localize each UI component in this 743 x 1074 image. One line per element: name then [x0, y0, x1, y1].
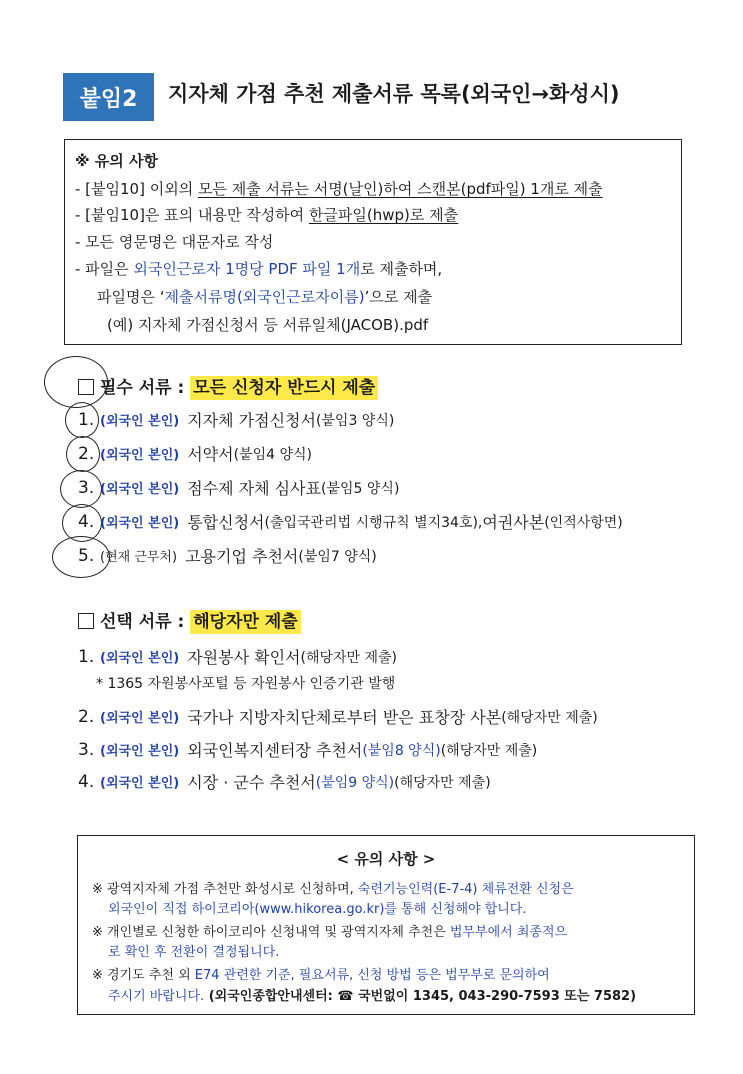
- item-number: 4.: [78, 771, 95, 792]
- required-item-4: [78, 510, 623, 533]
- bottom-line-2a: ※ 개인별로 신청한 하이코리아 신청내역 및 광역지자체 추천은: [92, 925, 450, 940]
- required-highlight: 모든 신청자 반드시 제출: [190, 376, 378, 400]
- notice-line-3: - 모든 영문명은 대문자로 작성: [75, 233, 274, 251]
- notice-line-1: [75, 178, 603, 199]
- item-note-blue: (붙임9 양식): [315, 774, 395, 791]
- item-text: 국가나 지방자치단체로부터 받은 표창장 사본: [187, 708, 502, 727]
- notice-line-2-prefix: - [붙임10]은 표의 내용만 작성하여: [75, 206, 309, 224]
- optional-heading: [78, 607, 301, 632]
- notice-line-6: (예) 지자체 가점신청서 등 서류일체(JACOB).pdf: [107, 316, 429, 334]
- bottom-line-1c: 외국인이 직접 하이코리아(www.hikorea.go.kr)를 통해 신청해야 합니다.: [108, 902, 527, 917]
- required-heading: [78, 373, 378, 398]
- bottom-line-3-cont: [108, 985, 636, 1004]
- bottom-line-1: [92, 878, 574, 897]
- bottom-line-3b: E74 관련한 기준, 필요서류, 신청 방법 등은 법무부로 문의하여: [194, 968, 550, 983]
- item-note-2: (인적사항면): [544, 514, 623, 531]
- bottom-line-2c: 로 확인 후 전환이 결정됩니다.: [108, 945, 280, 960]
- item-text: 서약서: [187, 445, 234, 464]
- optional-item-3: [78, 738, 537, 761]
- notice-heading: ※ 유의 사항: [75, 152, 158, 170]
- required-item-3: [78, 476, 399, 499]
- item-note: (붙임3 양식): [315, 412, 395, 429]
- notice-line-2-emphasis: 한글파일(hwp)로 제출: [308, 206, 459, 224]
- notice-line-1-emphasis: 모든 제출 서류는 서명(날인)하여 스캔본(pdf파일) 1개로 제출: [197, 180, 603, 198]
- item-tag: (외국인 본인): [100, 776, 180, 791]
- item-number: 3.: [78, 477, 95, 498]
- bottom-line-1b: 숙련기능인력(E-7-4) 체류전환 신청은: [357, 882, 574, 897]
- item-note: (출입국관리법 시행규칙 별지34호),: [264, 514, 483, 531]
- item-text: 고용기업 추천서: [185, 547, 299, 566]
- item-tag: (외국인 본인): [100, 651, 180, 666]
- item-text: 점수제 자체 심사표: [187, 479, 322, 498]
- item-number: 2.: [78, 443, 95, 464]
- item-note: (붙임5 양식): [321, 480, 400, 497]
- notice-line-5: [97, 286, 432, 307]
- optional-item-1: [78, 645, 397, 668]
- page-title: 지자체 가점 추천 제출서류 목록(외국인→화성시): [168, 82, 620, 106]
- notice-line-5-blue: 제출서류명(외국인근로자이름): [164, 288, 365, 306]
- item-number: 3.: [78, 739, 95, 760]
- item-text: 시장 · 군수 추천서: [187, 773, 316, 792]
- item-note: (붙임4 양식): [233, 446, 312, 463]
- bottom-line-1a: ※ 광역지자체 가점 추천만 화성시로 신청하며,: [92, 882, 358, 897]
- optional-item-2: [78, 705, 598, 728]
- notice-line-2: [75, 204, 458, 225]
- bottom-line-3c: 주시기 바랍니다.: [108, 989, 205, 1004]
- item-text: 통합신청서: [187, 513, 265, 532]
- bottom-notice-title: < 유의 사항 >: [336, 850, 436, 868]
- optional-label: 선택 서류 :: [100, 612, 191, 632]
- item-tag: (외국인 본인): [100, 448, 180, 463]
- item-text: 자원봉사 확인서: [187, 648, 301, 667]
- item-text: 지자체 가점신청서: [187, 411, 316, 430]
- item-note-blue: (붙임8 양식): [362, 742, 441, 759]
- item-number: 2.: [78, 706, 95, 727]
- bottom-notice-box: [77, 835, 695, 1015]
- item-tag: (외국인 본인): [100, 482, 180, 497]
- item-tag: (외국인 본인): [100, 711, 180, 726]
- item-tag: (현재 근무처): [100, 550, 178, 565]
- required-item-1: [78, 408, 394, 431]
- item-note: (해당자만 제출): [440, 742, 538, 759]
- notice-line-5-suffix: ’으로 제출: [364, 288, 433, 306]
- optional-item-4: [78, 770, 491, 793]
- optional-sub-note: * 1365 자원봉사포털 등 자원봉사 인증기관 발행: [96, 676, 396, 692]
- item-number: 1.: [78, 646, 95, 667]
- item-note: (해당자만 제출): [394, 774, 491, 791]
- item-number: 1.: [78, 409, 95, 430]
- item-tag: (외국인 본인): [100, 516, 180, 531]
- item-note: (해당자만 제출): [300, 649, 398, 666]
- optional-highlight: 해당자만 제출: [190, 610, 300, 634]
- item-text-2: 여권사본: [482, 513, 545, 532]
- notice-line-4-suffix: 로 제출하며,: [360, 260, 443, 278]
- required-item-2: [78, 442, 312, 465]
- item-note: (붙임7 양식): [298, 548, 377, 565]
- notice-line-5-prefix: 파일명은 ‘: [97, 288, 165, 306]
- item-number: 4.: [78, 511, 95, 532]
- item-tag: (외국인 본인): [100, 414, 180, 429]
- notice-line-1-prefix: - [붙임10] 이외의: [75, 180, 198, 198]
- bottom-line-3a: ※ 경기도 추천 외: [92, 968, 195, 983]
- bottom-line-3: [92, 964, 550, 983]
- bottom-line-2: [92, 921, 567, 940]
- item-number: 5.: [78, 545, 95, 566]
- required-label: 필수 서류 :: [100, 378, 191, 398]
- item-tag: (외국인 본인): [100, 744, 180, 759]
- item-text: 외국인복지센터장 추천서: [187, 741, 363, 760]
- checkbox-icon: [78, 379, 94, 395]
- checkbox-icon: [78, 613, 94, 629]
- bottom-line-2b: 법무부에서 최종적으: [449, 925, 568, 940]
- notice-line-4-prefix: - 파일은: [75, 260, 134, 278]
- attachment-badge: 붙임2: [63, 73, 154, 121]
- notice-line-4: [75, 258, 442, 279]
- required-item-5: [78, 544, 377, 567]
- item-note: (해당자만 제출): [501, 709, 598, 726]
- notice-line-4-blue: 외국인근로자 1명당 PDF 파일 1개: [133, 260, 361, 278]
- notice-box: [64, 139, 682, 345]
- bottom-line-3d: (외국인종합안내센터: ☎ 국번없이 1345, 043-290-7593 또는 7582): [204, 989, 637, 1004]
